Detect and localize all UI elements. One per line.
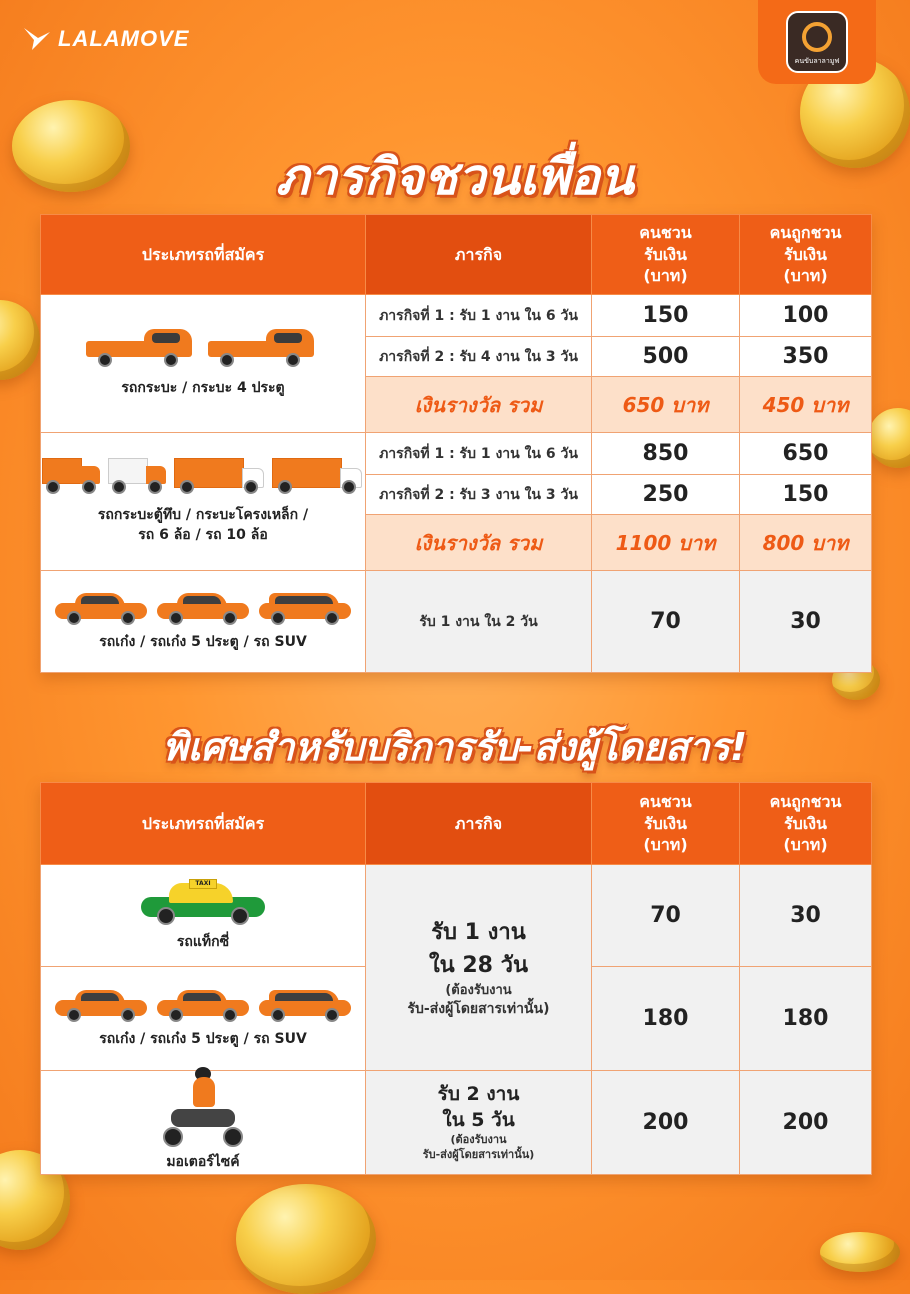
- coin-decoration: [820, 1232, 900, 1272]
- referee-amount: 30: [740, 571, 872, 673]
- vehicle-label: รถเก๋ง / รถเก๋ง 5 ประตู / รถ SUV: [99, 1030, 307, 1047]
- lalamove-logo: [22, 26, 189, 52]
- referral-table: [40, 214, 872, 673]
- sedan-images: [42, 591, 364, 625]
- taxi-icon: [141, 879, 265, 925]
- total-label: เงินรางวัล รวม: [366, 377, 592, 433]
- header-referee: คนถูกชวน รับเงิน (บาท): [740, 783, 872, 865]
- total-label: เงินรางวัล รวม: [366, 515, 592, 571]
- referrer-amount: 70: [592, 571, 740, 673]
- referee-amount: 150: [740, 475, 872, 515]
- shared-mission-cell: [366, 865, 592, 1071]
- referee-amount: 180: [740, 967, 872, 1071]
- mission-line: ใน 5 วัน: [442, 1108, 515, 1131]
- vehicle-cell-pickup: [41, 295, 366, 433]
- pickup-images: [42, 329, 364, 367]
- referrer-amount: 180: [592, 967, 740, 1071]
- header-vehicle-type: ประเภทรถที่สมัคร: [41, 215, 366, 295]
- referrer-amount: 150: [592, 295, 740, 337]
- header-vehicle-type: ประเภทรถที่สมัคร: [41, 783, 366, 865]
- steering-wheel-icon: [802, 22, 832, 52]
- mission-cell: รับ 1 งาน ใน 2 วัน: [366, 571, 592, 673]
- logo-text: LALAMOVE: [58, 26, 190, 51]
- mission-cell: ภารกิจที่ 1 : รับ 1 งาน ใน 6 วัน: [366, 295, 592, 337]
- section-title: พิเศษสำหรับบริการรับ-ส่งผู้โดยสาร!: [162, 725, 748, 769]
- header-mission: ภารกิจ: [366, 215, 592, 295]
- mission-note: รับ-ส่งผู้โดยสารเท่านั้น): [407, 1000, 550, 1017]
- referrer-amount: 70: [592, 865, 740, 967]
- mission-cell: ภารกิจที่ 2 : รับ 4 งาน ใน 3 วัน: [366, 337, 592, 377]
- mission-cell: [366, 1071, 592, 1175]
- bird-logo-icon: [22, 26, 52, 52]
- sedan-images: [42, 988, 364, 1022]
- pickup-truck-icon: [86, 329, 198, 367]
- vehicle-cell-motorcycle: [41, 1071, 366, 1175]
- referee-amount: 100: [740, 295, 872, 337]
- referrer-amount: 500: [592, 337, 740, 377]
- ten-wheel-truck-icon: [272, 458, 364, 494]
- sedan-icon: [55, 988, 147, 1022]
- passenger-table: [40, 782, 872, 1175]
- vehicle-cell-sedan: [41, 571, 366, 673]
- cage-pickup-icon: [108, 458, 168, 494]
- suv-icon: [259, 988, 351, 1022]
- total-referrer: 1100 บาท: [592, 515, 740, 571]
- header-referrer: คนชวน รับเงิน (บาท): [592, 783, 740, 865]
- vehicle-label: รถกระบะ / กระบะ 4 ประตู: [121, 379, 285, 396]
- mission-cell: ภารกิจที่ 1 : รับ 1 งาน ใน 6 วัน: [366, 433, 592, 475]
- mission-cell: ภารกิจที่ 2 : รับ 3 งาน ใน 3 วัน: [366, 475, 592, 515]
- referrer-amount: 850: [592, 433, 740, 475]
- header-referee: คนถูกชวน รับเงิน (บาท): [740, 215, 872, 295]
- six-wheel-truck-icon: [174, 458, 266, 494]
- referee-amount: 200: [740, 1071, 872, 1175]
- truck-images: [42, 458, 364, 494]
- hatchback-icon: [157, 988, 249, 1022]
- vehicle-cell-sedan: [41, 967, 366, 1071]
- coin-decoration: [236, 1184, 376, 1294]
- header-mission: ภารกิจ: [366, 783, 592, 865]
- vehicle-label: รถกระบะตู้ทึบ / กระบะโครงเหล็ก / รถ 6 ล้อ / รถ 10 ล้อ: [97, 506, 309, 543]
- vehicle-cell-taxi: [41, 865, 366, 967]
- motorcycle-icon: [163, 1073, 243, 1147]
- referee-amount: 350: [740, 337, 872, 377]
- mission-line: ใน 28 วัน: [428, 953, 529, 979]
- vehicle-label: รถแท็กซี่: [176, 933, 230, 950]
- total-referee: 450 บาท: [740, 377, 872, 433]
- header-referrer: คนชวน รับเงิน (บาท): [592, 215, 740, 295]
- referrer-amount: 250: [592, 475, 740, 515]
- mission-note: (ต้องรับงาน: [450, 1133, 507, 1147]
- vehicle-label: มอเตอร์ไซค์: [166, 1153, 240, 1170]
- suv-icon: [259, 591, 351, 625]
- page-title: ภารกิจชวนเพื่อน: [276, 148, 634, 206]
- hatchback-icon: [157, 591, 249, 625]
- referee-amount: 30: [740, 865, 872, 967]
- vehicle-label: รถเก๋ง / รถเก๋ง 5 ประตู / รถ SUV: [99, 633, 307, 650]
- referee-amount: 650: [740, 433, 872, 475]
- mission-note: รับ-ส่งผู้โดยสารเท่านั้น): [422, 1148, 535, 1162]
- referrer-amount: 200: [592, 1071, 740, 1175]
- mission-note: (ต้องรับงาน: [445, 983, 512, 999]
- badge-label: คนขับลาลามูฟ: [794, 57, 840, 65]
- total-referee: 800 บาท: [740, 515, 872, 571]
- box-pickup-icon: [42, 458, 102, 494]
- coin-decoration: [0, 300, 40, 380]
- mission-line: รับ 2 งาน: [437, 1083, 520, 1106]
- pickup-4door-icon: [208, 329, 320, 367]
- taxi-sign: TAXI: [189, 879, 217, 889]
- mission-line: รับ 1 งาน: [431, 920, 526, 946]
- coin-decoration: [868, 408, 910, 468]
- app-badge: [758, 0, 876, 84]
- total-referrer: 650 บาท: [592, 377, 740, 433]
- vehicle-cell-truck: [41, 433, 366, 571]
- sedan-icon: [55, 591, 147, 625]
- driver-app-icon: [786, 11, 848, 73]
